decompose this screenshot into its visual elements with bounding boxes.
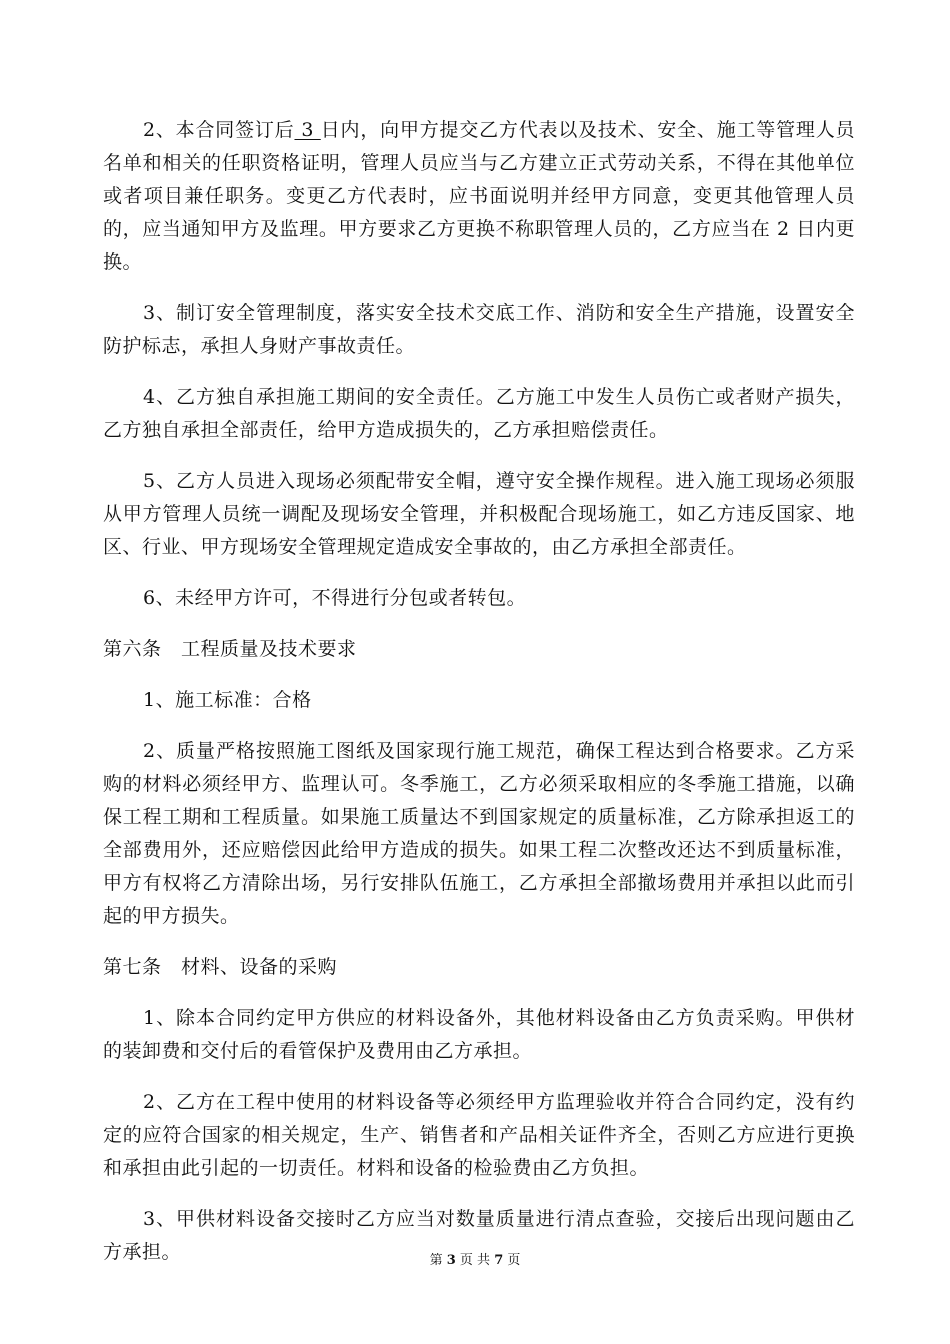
- clause-paragraph-6: 6、未经甲方许可，不得进行分包或者转包。: [143, 587, 527, 609]
- procurement-paragraph-1: 1、除本合同约定甲方供应的材料设备外，其他材料设备由乙方负责采购。甲供材的装卸费和交付后的看管保护及费用由乙方承担。: [103, 1007, 855, 1062]
- procurement-paragraph-2: 2、乙方在工程中使用的材料设备等必须经甲方监理验收并符合合同约定，没有约定的应符合国家的相关规定，生产、销售者和产品相关证件齐全，否则乙方应进行更换和承担由此引起的一切责任。材料和设备的检验费由乙方负担。: [103, 1091, 855, 1179]
- section-heading-article-7: 第七条 材料、设备的采购: [103, 956, 338, 978]
- footer-suffix: 页: [507, 1253, 521, 1268]
- clause-paragraph-4: 4、乙方独自承担施工期间的安全责任。乙方施工中发生人员伤亡或者财产损失，乙方独自承担全部责任，给甲方造成损失的，乙方承担赔偿责任。: [103, 386, 855, 441]
- section-heading-article-6: 第六条 工程质量及技术要求: [103, 638, 357, 660]
- document-body: [103, 114, 855, 1287]
- footer-page-number: 3: [446, 1253, 456, 1268]
- footer-mid: 页 共: [459, 1253, 491, 1268]
- footer-total-pages: 7: [494, 1253, 504, 1268]
- clause-text: 日内，向甲方提交乙方代表以及技术、安全、施工等管理人员名单和相关的任职资格证明，管理人员应当与乙方建立正式劳动关系，不得在其他单位或者项目兼任职务。变更乙方代表时，应书面说明并经甲方同意，变更其他管理人员的，应当通知甲方及监理。甲方要求乙方更换不称职管理人员的，乙方应当在 2 日内更换。: [103, 119, 855, 273]
- page-footer: [0, 1252, 950, 1270]
- quality-standard-paragraph: 1、施工标准：合格: [143, 689, 312, 711]
- clause-paragraph-2: [103, 114, 855, 279]
- procurement-paragraph-3: 3、甲供材料设备交接时乙方应当对数量质量进行清点查验，交接后出现问题由乙方承担。: [103, 1208, 855, 1263]
- clause-paragraph-5: 5、乙方人员进入现场必须配带安全帽，遵守安全操作规程。进入施工现场必须服从甲方管理人员统一调配及现场安全管理，并积极配合现场施工，如乙方违反国家、地区、行业、甲方现场安全管理规定造成安全事故的，由乙方承担全部责任。: [103, 470, 855, 558]
- footer-prefix: 第: [429, 1253, 443, 1268]
- underlined-days-value: 3: [294, 119, 321, 141]
- clause-text: 2、本合同签订后: [143, 119, 295, 141]
- clause-paragraph-3: 3、制订安全管理制度，落实安全技术交底工作、消防和安全生产措施，设置安全防护标志，承担人身财产事故责任。: [103, 302, 855, 357]
- quality-requirements-paragraph: 2、质量严格按照施工图纸及国家现行施工规范，确保工程达到合格要求。乙方采购的材料必须经甲方、监理认可。冬季施工，乙方必须采取相应的冬季施工措施，以确保工程工期和工程质量。如果施工质量达不到国家规定的质量标准，乙方除承担返工的全部费用外，还应赔偿因此给甲方造成的损失。如果工程二次整改还达不到质量标准，甲方有权将乙方清除出场，另行安排队伍施工，乙方承担全部撤场费用并承担以此而引起的甲方损失。: [103, 740, 855, 927]
